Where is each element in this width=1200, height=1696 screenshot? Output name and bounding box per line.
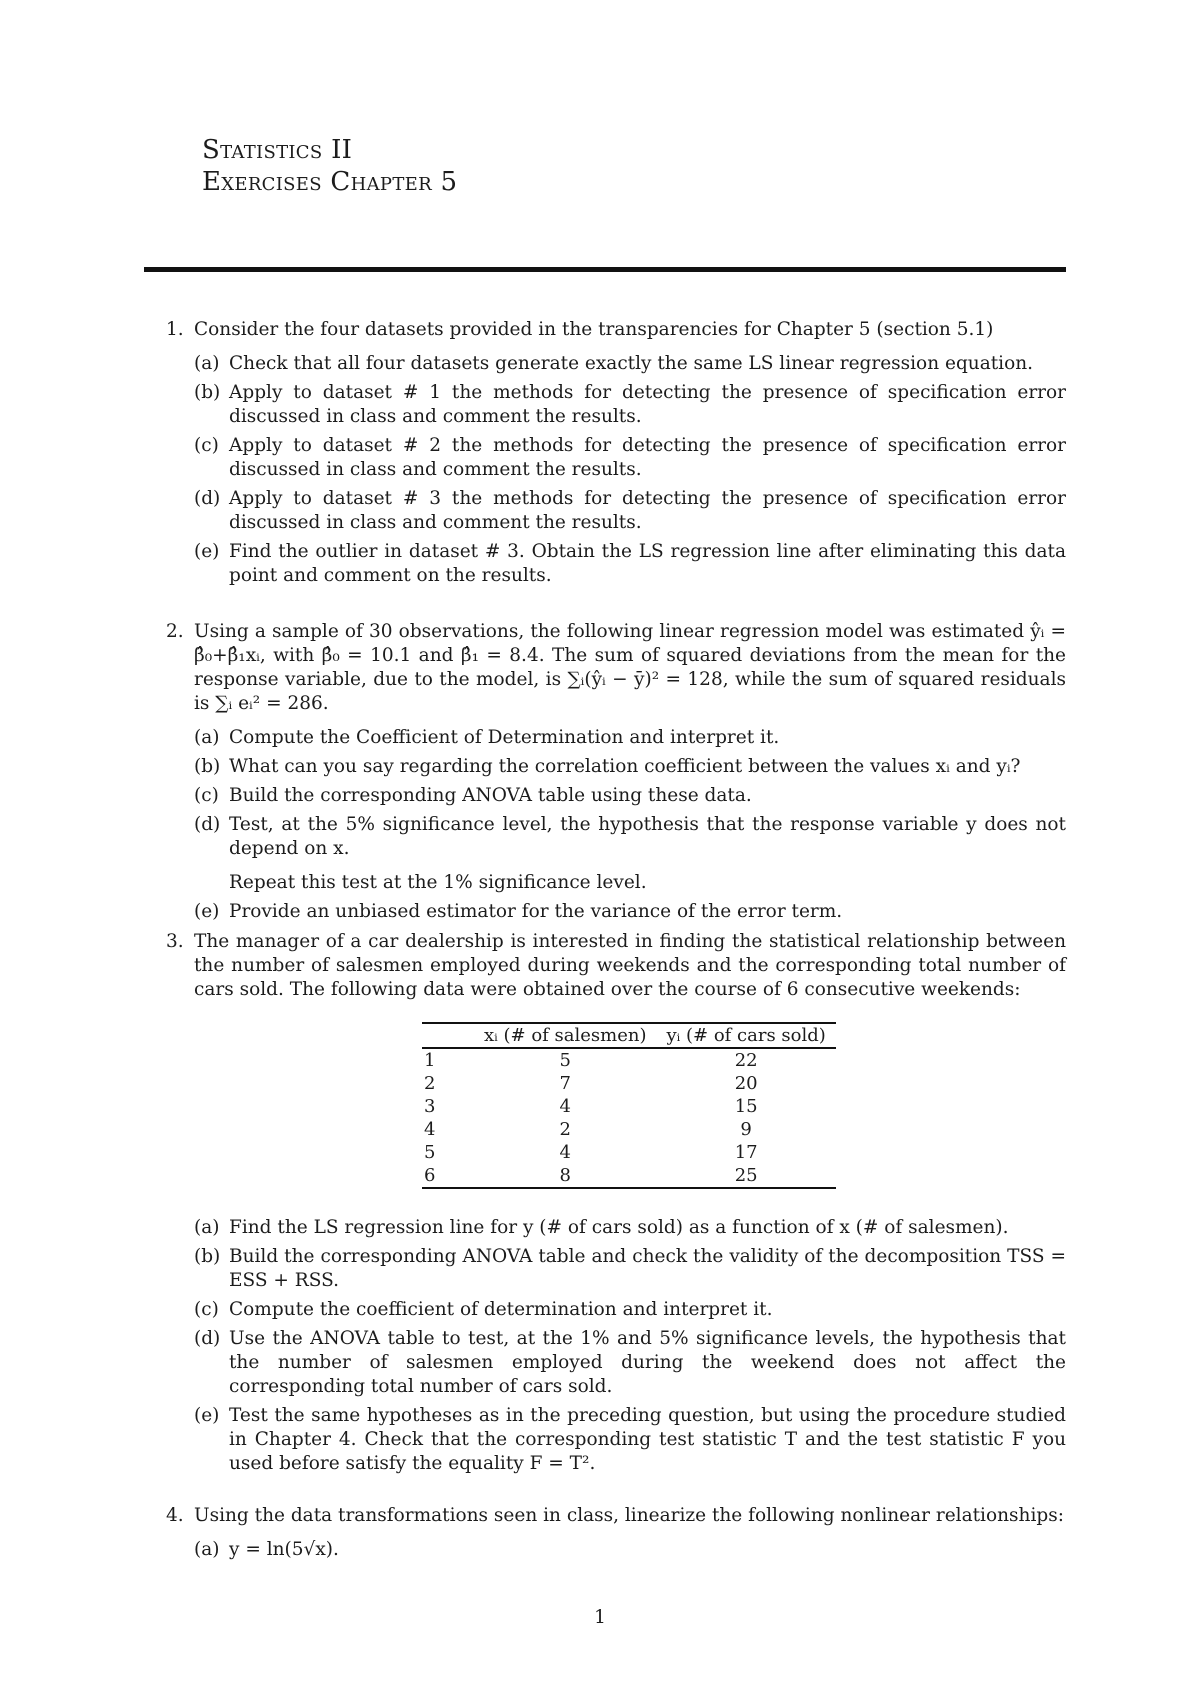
part-continuation: Repeat this test at the 1% significance level. [229,872,647,893]
question-1 [166,318,1066,593]
part-text: Apply to dataset # 3 the methods for detecting the presence of specification error discussed in class and comment the results. [229,488,1066,533]
part-text: Use the ANOVA table to test, at the 1% and 5% significance levels, the hypothesis that the number of salesmen employed during the weekend does not affect the corresponding total number of cars sold. [229,1328,1066,1397]
part-text: Build the corresponding ANOVA table and check the validity of the decomposition TSS = ESS + RSS. [229,1246,1066,1291]
question-part [194,1298,1066,1322]
table-cell: 9 [740,1119,752,1140]
table-header-cell [422,1023,474,1048]
table-cell: 4 [424,1119,436,1140]
part-text: Apply to dataset # 1 the methods for detecting the presence of specification error discussed in class and comment the results. [229,382,1066,427]
part-text: Provide an unbiased estimator for the variance of the error term. [229,901,843,922]
part-label: (c) [194,435,219,456]
part-label: (e) [194,541,220,562]
question-part [194,755,1066,779]
part-text: Apply to dataset # 2 the methods for detecting the presence of specification error discussed in class and comment the results. [229,435,1066,480]
title-chapter: Exercises Chapter 5 [202,167,458,197]
question-parts [194,726,1066,924]
question-2 [166,620,1066,929]
part-text: Test, at the 5% significance level, the hypothesis that the response variable y does not depend on x. [229,814,1066,859]
table-cell: 15 [734,1096,758,1117]
part-label: (b) [194,756,221,777]
table-cell: 20 [734,1073,758,1094]
question-part [194,381,1066,429]
question-part [194,726,1066,750]
table-cell: 3 [424,1096,436,1117]
table-row [422,1095,836,1118]
part-text: y = ln(5√x). [229,1539,339,1560]
part-text: What can you say regarding the correlation coefficient between the values xᵢ and yᵢ? [229,756,1021,777]
part-label: (d) [194,1328,221,1349]
part-text: Compute the Coefficient of Determination and interpret it. [229,727,780,748]
part-text: Build the corresponding ANOVA table using these data. [229,785,752,806]
table-cell: 5 [424,1142,436,1163]
table-cell: 17 [734,1142,758,1163]
table-row [422,1048,836,1072]
page-number: 1 [594,1607,606,1628]
table-cell: 6 [422,1164,474,1188]
table-row [422,1118,836,1141]
table-header-cell: xᵢ (# of salesmen) [474,1023,657,1048]
table-cell: 7 [559,1073,571,1094]
question-part [194,1216,1066,1240]
question-text: Consider the four datasets provided in the transparencies for Chapter 5 (section 5.1) [194,319,994,340]
question-parts [194,1538,1066,1562]
part-label: (d) [194,814,221,835]
question-number: 1. [166,319,184,340]
part-label: (a) [194,353,220,374]
part-label: (a) [194,1217,220,1238]
part-text: Compute the coefficient of determination and interpret it. [229,1299,773,1320]
header-rule [144,267,1066,272]
table-header-cell: yᵢ (# of cars sold) [657,1023,836,1048]
question-3-parts [166,1216,1066,1481]
question-3 [166,930,1066,1002]
part-label: (e) [194,1405,220,1426]
question-parts [194,352,1066,588]
table-header-row [422,1023,836,1048]
part-label: (a) [194,727,220,748]
table-cell: 5 [559,1050,571,1071]
question-text: Using the data transformations seen in class, linearize the following nonlinear relationships: [194,1505,1064,1526]
part-text: Find the LS regression line for y (# of cars sold) as a function of x (# of salesmen). [229,1217,1009,1238]
table-cell: 4 [559,1142,571,1163]
title-course: Statistics II [202,135,353,165]
part-label: (b) [194,1246,221,1267]
question-number: 4. [166,1505,184,1526]
question-part [194,540,1066,588]
question-text: The manager of a car dealership is interested in finding the statistical relationship between the number of salesmen employed during weekends and the corresponding total number of cars sold. The following data were obtained over the course of 6 consecutive weekends: [194,931,1066,1000]
table-cell: 8 [474,1164,657,1188]
table-cell: 4 [559,1096,571,1117]
part-label: (c) [194,785,219,806]
part-label: (a) [194,1539,220,1560]
part-text: Test the same hypotheses as in the preceding question, but using the procedure studied in Chapter 4. Check that the corresponding test statistic T and the test statistic F you used before satisfy the equality F = T². [229,1405,1066,1474]
question-part [194,487,1066,535]
part-label: (c) [194,1299,219,1320]
question-part [194,813,1066,895]
part-label: (e) [194,901,220,922]
document-title [202,134,457,198]
table-cell: 1 [424,1050,436,1071]
part-label: (d) [194,488,221,509]
question-part [194,1327,1066,1399]
question-part [194,1245,1066,1293]
part-text: Find the outlier in dataset # 3. Obtain the LS regression line after eliminating this data point and comment on the results. [229,541,1066,586]
question-part [194,1404,1066,1476]
table-cell: 2 [424,1073,436,1094]
table-row [422,1141,836,1164]
question-part [194,352,1066,376]
question-4 [166,1504,1066,1567]
part-label: (b) [194,382,221,403]
table-row [422,1072,836,1095]
table-row [422,1164,836,1188]
question-part [194,1538,1066,1562]
question-number: 2. [166,621,184,642]
question-parts [194,1216,1066,1476]
question-part [194,434,1066,482]
part-text: Check that all four datasets generate exactly the same LS linear regression equation. [229,353,1034,374]
table-cell: 22 [734,1050,758,1071]
table-cell: 25 [657,1164,836,1188]
question-part [194,900,1066,924]
question-part [194,784,1066,808]
table-cell: 2 [559,1119,571,1140]
question-number: 3. [166,931,184,952]
salesmen-data-table [422,1022,836,1189]
question-text: Using a sample of 30 observations, the following linear regression model was estimated ŷᵢ = β̂₀+β̂₁xᵢ, with β̂₀ = 10.1 and β̂₁ = 8.4. The sum of squared deviations from the mean for the response variable, due to the model, is ∑ᵢ(ŷᵢ − ȳ)² = 128, while the sum of squared residuals is ∑ᵢ eᵢ² = 286. [194,621,1066,714]
